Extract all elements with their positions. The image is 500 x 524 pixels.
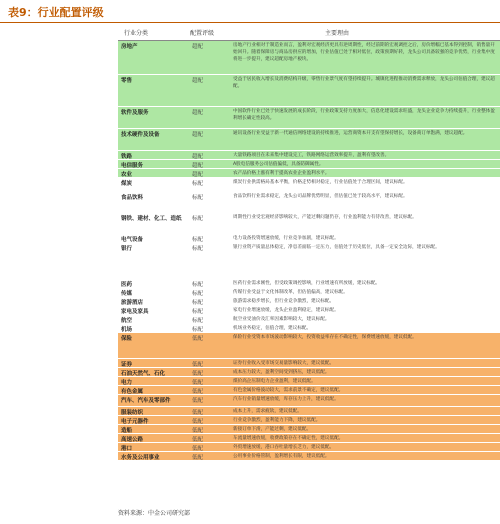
reason-cell: A股电信服务公司估值偏低，具备防御属性。 [233,162,324,167]
table-row [118,169,500,178]
table-row [118,234,500,243]
sector-cell: 高速公路 [121,437,144,442]
rating-cell: 标配 [192,300,204,305]
rating-cell: 标配 [192,181,204,187]
rating-cell: 低配 [192,362,204,367]
table-row [118,192,500,213]
sector-rating-table [118,28,500,461]
reason-cell: 有色金属价格波动较大，需求前景不确定，建议低配。 [233,388,344,393]
sector-cell: 保险 [121,336,133,342]
reason-cell: 周期性行业受宏观经济影响较大，产能过剩问题仍存，行业盈利能力有待改善，建议标配。 [233,215,417,220]
title-divider [0,22,500,23]
rating-cell: 超配 [192,154,204,159]
sector-cell: 有色金属 [121,389,144,394]
table-row [118,395,500,407]
rating-cell: 低配 [192,389,204,394]
header-reason: 主要理由 [325,30,350,37]
table-row [118,243,500,279]
rating-cell: 低配 [192,398,204,404]
table-row [118,41,500,75]
table-row [118,279,500,288]
rating-cell: 标配 [192,246,204,252]
reason-cell: 房地产行业相对于制造业而言，盈利对宏观经济更具有逆周期性，经过前期的宏观调控之后，房价增幅已基本得到控制，销售量开始回升。随着保障房与商品房供应的增加，行业估值已处于相对低位，政策预期好转，龙头公司具备较强的竞争优势，行业集中度将进一步提升，建议超配房地产板块。 [233,43,495,62]
reason-cell: 传媒行业受益于文化体制改革，但估值偏高，建议标配。 [233,290,348,295]
sector-cell: 房地产 [121,44,138,50]
sector-cell: 电力 [121,380,133,385]
rating-cell: 标配 [192,318,204,323]
sector-cell: 电子元器件 [121,419,149,424]
rating-cell: 标配 [192,282,204,287]
reason-cell: 车流量增速放缓，收费政策存在不确定性，建议低配。 [233,436,344,441]
table-row [118,359,500,368]
sector-cell: 机场 [121,327,133,332]
table-row [118,407,500,416]
reason-cell: 煤炭行业供需格局基本平衡，价格走势相对稳定，行业估值处于合理区间，建议标配。 [233,180,408,185]
reason-cell: 大量铁路项目在未来集中建设完工，铁路网络运营效率提升，盈利有望改善。 [233,153,390,158]
table-row [118,297,500,306]
rating-cell: 低配 [192,446,204,451]
reason-cell: 农产品价格上涨有利于提高农业企业盈利水平。 [233,171,330,176]
header-rating: 配置评级 [190,30,215,37]
table-row [118,434,500,443]
sector-cell: 食品饮料 [121,195,144,201]
rating-cell: 标配 [192,327,204,332]
table-row [118,160,500,169]
rating-cell: 低配 [192,336,204,342]
sector-cell: 证券 [121,362,133,367]
sector-cell: 汽车、汽车及零部件 [121,398,171,404]
reason-cell: 汽车行业销量增速放缓，库存压力上升，建议低配。 [233,397,339,402]
sector-cell: 港口 [121,446,133,451]
header-sector: 行业分类 [124,30,149,37]
sector-cell: 电信服务 [121,163,144,168]
reason-cell: 成本压力较大，盈利空间受到挤压，建议低配。 [233,370,330,375]
reason-cell: 中国软件行业已处于快速发展的成长阶段，行业政策支持力度加大，信息化建设需求旺盛，龙头企业竞争力持续提升，行业整体盈利增长确定性较高。 [233,109,495,121]
table-title: 表9：行业配置评级 [8,6,104,19]
reason-cell: 新接订单下滑，产能过剩，建议低配。 [233,427,312,432]
reason-cell: 旅游需求稳步增长，但行业竞争激烈，建议标配。 [233,299,335,304]
sector-cell: 石油天然气、石化 [121,371,166,376]
reason-cell: 成本上升，需求疲软，建议低配。 [233,409,302,414]
reason-cell: 公用事业价格管制，盈利增长有限，建议低配。 [233,454,330,459]
table-header [118,28,500,41]
rating-cell: 超配 [192,78,204,84]
sector-cell: 旅游酒店 [121,300,144,305]
rating-cell: 超配 [192,110,204,116]
sector-cell: 钢铁、建材、化工、造纸 [121,216,182,222]
table-row [118,306,500,315]
sector-cell: 传媒 [121,291,133,296]
reason-cell: 受益于居民收入增长及消费结构升级，零售行业景气度有望持续提升。城镇化进程推动消费需求释放，龙头公司估值合理，建议超配。 [233,77,495,89]
reason-cell: 煤价高企压制电力企业盈利，建议低配。 [233,379,316,384]
sector-cell: 煤炭 [121,181,133,187]
reason-cell: 证券行业收入受市场交易量影响较大，建议低配。 [233,361,335,366]
table-row [118,178,500,192]
rating-cell: 低配 [192,410,204,415]
sector-cell: 水务及公用事业 [121,455,160,460]
rating-cell: 标配 [192,216,204,222]
table-row [118,368,500,377]
table-row [118,107,500,129]
rating-cell: 低配 [192,437,204,442]
reason-cell: 航空业受油价及汇率因素影响较大，建议标配。 [233,317,330,322]
sector-cell: 银行 [121,246,133,252]
table-row [118,386,500,395]
sector-cell: 医药 [121,282,133,287]
reason-cell: 机场业务稳定，估值合理，建议标配。 [233,326,312,331]
sector-cell: 农业 [121,172,133,177]
reason-cell: 医药行业需求刚性，但受政策调控影响，行业增速有所放缓，建议标配。 [233,281,381,286]
reason-cell: 通讯设备行业受益于新一代通信网络建设的持续推进，运营商资本开支有望保持增长，设备商订单饱满，建议超配。 [233,131,468,136]
rating-cell: 低配 [192,371,204,376]
reason-cell: 家电行业增速放缓，龙头企业盈利稳定，建议标配。 [233,308,339,313]
table-row [118,213,500,234]
sector-cell: 造船 [121,428,133,433]
sector-cell: 家电及家具 [121,309,149,314]
sector-cell: 零售 [121,78,133,84]
rating-cell: 标配 [192,195,204,201]
reason-cell: 食品饮料行业需求稳定，龙头公司品牌优势明显，但估值已处于较高水平，建议标配。 [233,194,408,199]
sector-cell: 软件及服务 [121,110,149,116]
sector-cell: 服装纺织 [121,410,144,415]
source-note: 资料来源：中金公司研究部 [118,510,191,517]
table-row [118,425,500,434]
reason-cell: 保险行业受资本市场波动影响较大，投资收益率存在不确定性，保费增速放缓，建议低配。 [233,335,417,340]
sector-cell: 技术硬件及设备 [121,132,160,138]
reason-cell: 电力设备投资增速放缓，行业竞争加剧，建议标配。 [233,236,339,241]
rating-cell: 低配 [192,419,204,424]
table-row [118,452,500,461]
sector-cell: 铁路 [121,154,133,159]
rating-cell: 标配 [192,237,204,242]
rating-cell: 标配 [192,309,204,314]
table-row [118,151,500,160]
rating-cell: 超配 [192,44,204,50]
reason-cell: 外贸增速放缓，港口吞吐量增长乏力，建议低配。 [233,445,335,450]
table-row [118,443,500,452]
table-body [118,41,500,461]
table-row [118,75,500,107]
table-row [118,416,500,425]
table-row [118,288,500,297]
rating-cell: 标配 [192,291,204,296]
table-row [118,129,500,151]
reason-cell: 行业竞争激烈，盈利能力下降，建议低配。 [233,418,321,423]
rating-cell: 低配 [192,380,204,385]
table-row [118,315,500,324]
sector-cell: 电气设备 [121,237,144,242]
table-row [118,324,500,333]
rating-cell: 超配 [192,172,204,177]
reason-cell: 银行业资产质量总体稳定，净息差面临一定压力，估值处于历史低位，具备一定安全边际，建议标配。 [233,245,440,250]
table-row [118,333,500,359]
sector-cell: 航空 [121,318,133,323]
rating-cell: 低配 [192,455,204,460]
rating-cell: 低配 [192,428,204,433]
rating-cell: 超配 [192,163,204,168]
rating-cell: 超配 [192,132,204,138]
table-row [118,377,500,386]
